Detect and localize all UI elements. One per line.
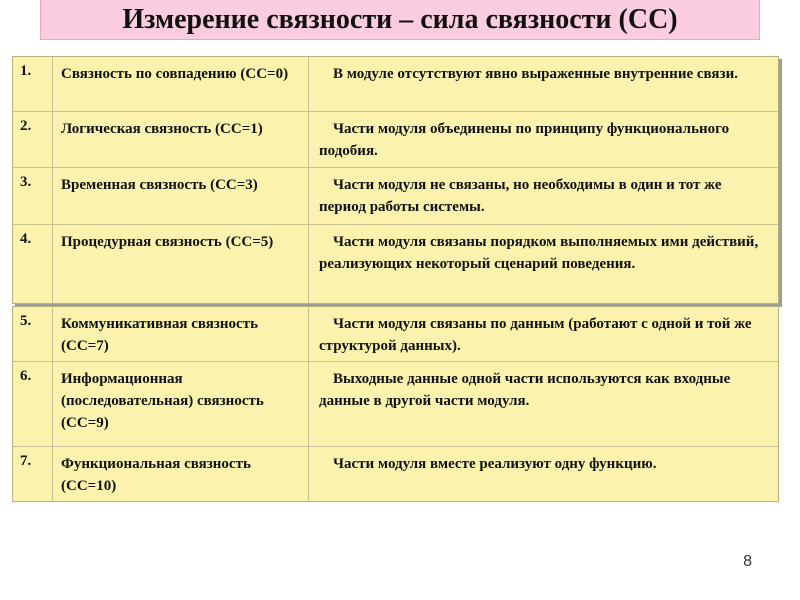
row-number: 1.	[13, 57, 53, 111]
row-description: Выходные данные одной части используются как входные данные в другой части модуля.	[319, 371, 731, 409]
row-label: Логическая связность (СС=1)	[53, 112, 309, 167]
row-number: 7.	[13, 447, 53, 501]
table-row	[13, 225, 778, 303]
row-description: Части модуля связаны порядком выполняемых ими действий, реализующих некоторый сценарий поведения.	[319, 234, 759, 272]
row-description: Части модуля связаны по данным (работают с одной и той же структурой данных).	[319, 316, 752, 354]
table-row	[13, 112, 778, 167]
table-block-1	[12, 56, 779, 304]
row-description: Части модуля вместе реализуют одну функцию.	[333, 456, 657, 472]
row-label: Информационная (последовательная) связность (СС=9)	[53, 362, 309, 446]
row-number: 4.	[13, 225, 53, 303]
row-description: Части модуля не связаны, но необходимы в один и тот же период работы системы.	[319, 177, 722, 215]
row-number: 6.	[13, 362, 53, 446]
row-label: Процедурная связность (СС=5)	[53, 225, 309, 303]
title-bar	[40, 0, 760, 40]
slide-title: Измерение связности – сила связности (СС)	[122, 3, 678, 35]
row-label: Коммуникативная связность (СС=7)	[53, 307, 309, 361]
table-block-2	[12, 306, 779, 502]
row-label: Связность по совпадению (СС=0)	[53, 57, 309, 111]
row-label: Временная связность (СС=3)	[53, 168, 309, 224]
page-number: 8	[743, 553, 752, 570]
row-label: Функциональная связность (СС=10)	[53, 447, 309, 501]
row-description: Части модуля объединены по принципу функционального подобия.	[319, 121, 730, 159]
row-description: В модуле отсутствуют явно выраженные внутренние связи.	[333, 66, 738, 82]
table-row	[13, 447, 778, 501]
table-row	[13, 168, 778, 224]
table-row	[13, 307, 778, 361]
row-number: 2.	[13, 112, 53, 167]
table-row	[13, 362, 778, 446]
row-number: 3.	[13, 168, 53, 224]
table-row	[13, 57, 778, 111]
row-number: 5.	[13, 307, 53, 361]
